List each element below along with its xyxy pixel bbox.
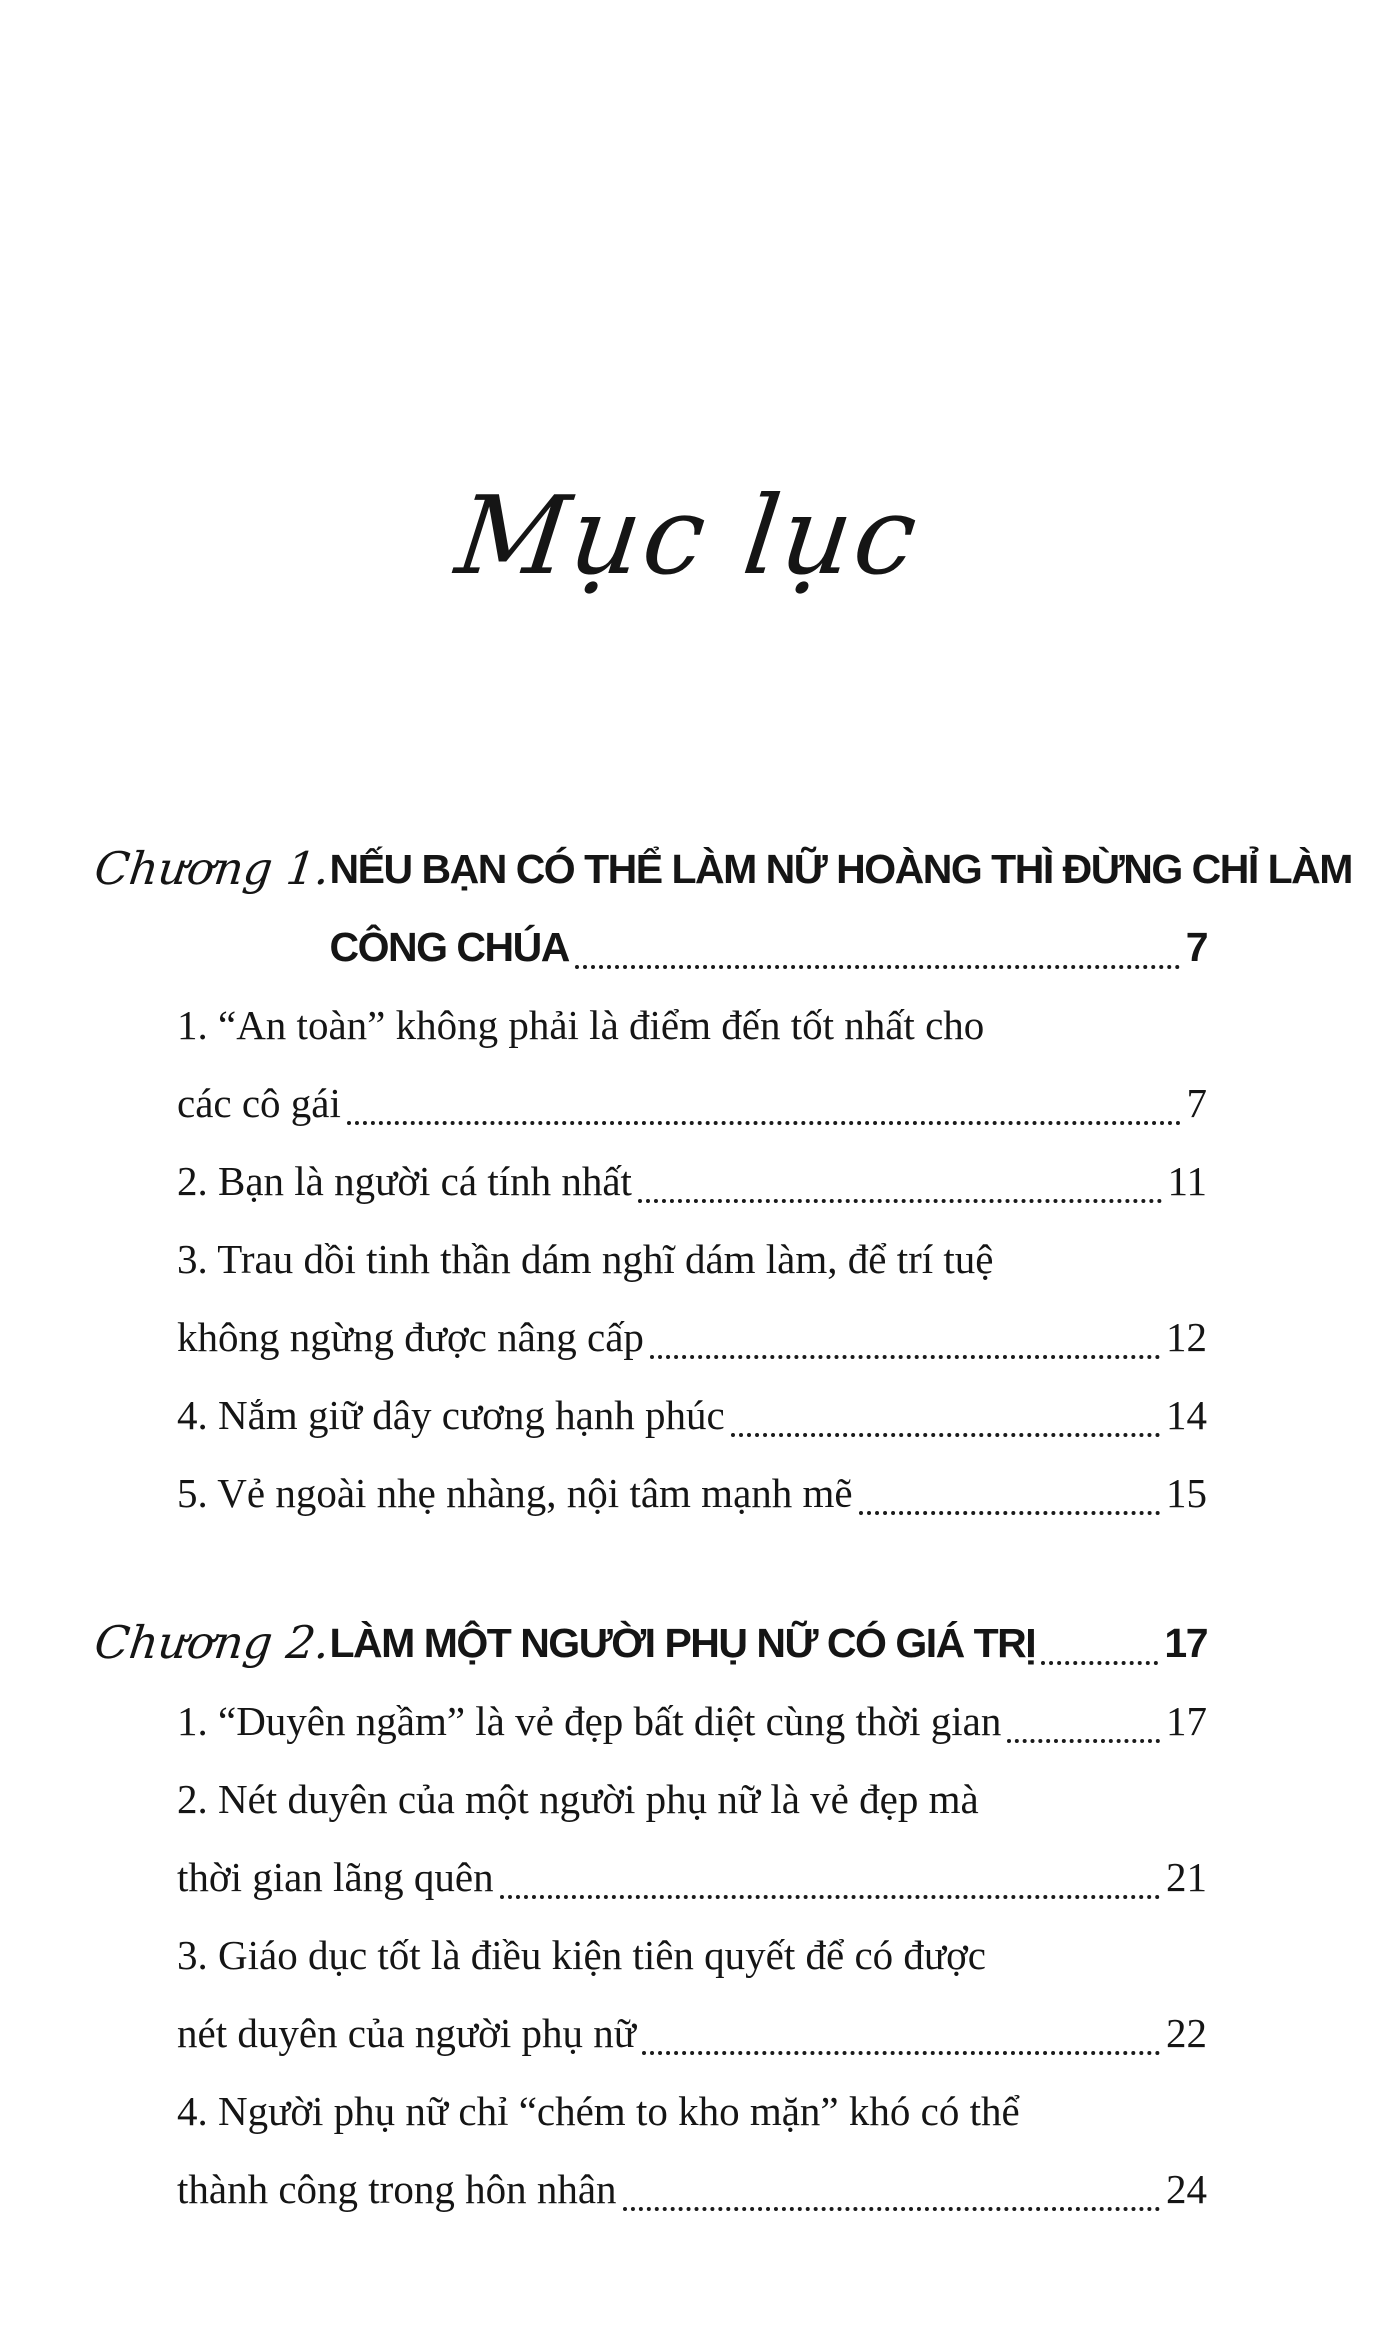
dot-leader — [1007, 1739, 1160, 1743]
chapter-2-label: Chương 2. — [91, 1616, 333, 1669]
toc-item-line: 4. Người phụ nữ chỉ “chém to kho mặn” khó có thể — [177, 2088, 1020, 2134]
toc-item-row — [177, 1376, 1207, 1454]
page-number: 24 — [1166, 2166, 1207, 2212]
chapter-2-title-line1: LÀM MỘT NGƯỜI PHỤ NỮ CÓ GIÁ TRỊ — [329, 1620, 1036, 1666]
toc-item-line: thời gian lãng quên — [177, 1854, 494, 1900]
toc-item — [177, 1220, 1207, 1376]
toc-item — [177, 1142, 1207, 1220]
toc-item-row — [177, 1142, 1207, 1220]
page-number: 22 — [1166, 2010, 1207, 2056]
dot-leader — [500, 1895, 1160, 1899]
toc-item — [177, 1916, 1207, 2072]
chapter-1-page-number: 7 — [1185, 924, 1207, 970]
dot-leader — [731, 1433, 1160, 1437]
page-number: 21 — [1166, 1854, 1207, 1900]
chapter-2-heading — [91, 1604, 1207, 1682]
chapter-1-label: Chương 1. — [91, 842, 333, 895]
toc-item — [177, 986, 1207, 1142]
toc-item-line: các cô gái — [177, 1080, 341, 1126]
toc-item-row — [177, 1838, 1207, 1916]
dot-leader — [650, 1355, 1160, 1359]
toc-item-line: 2. Nét duyên của một người phụ nữ là vẻ đẹp mà — [177, 1776, 979, 1822]
toc-item-line: nét duyên của người phụ nữ — [177, 2010, 636, 2056]
chapter-2-title — [330, 1604, 1207, 1682]
page-number: 17 — [1166, 1698, 1207, 1744]
page-number: 15 — [1166, 1470, 1207, 1516]
toc-item — [177, 1376, 1207, 1454]
toc-item-line: 3. Trau dồi tinh thần dám nghĩ dám làm, để trí tuệ — [177, 1236, 994, 1282]
chapter-1 — [91, 830, 1352, 1532]
toc-item — [177, 1682, 1207, 1760]
chapter-1-title-line2-row — [330, 908, 1207, 986]
toc-item-row — [177, 1994, 1207, 2072]
toc-item-line: thành công trong hôn nhân — [177, 2166, 617, 2212]
toc-item — [177, 1760, 1207, 1916]
toc-item-line: 3. Giáo dục tốt là điều kiện tiên quyết để có được — [177, 1932, 987, 1978]
chapter-1-items — [95, 986, 1207, 1532]
page-number: 12 — [1166, 1314, 1207, 1360]
toc-item-row — [177, 1454, 1207, 1532]
toc-item — [177, 2072, 1207, 2228]
page-number: 11 — [1167, 1158, 1207, 1204]
chapter-2 — [91, 1604, 1207, 2228]
toc-item-row — [177, 1298, 1207, 1376]
dot-leader — [859, 1511, 1160, 1515]
toc-item-line: 1. “Duyên ngầm” là vẻ đẹp bất diệt cùng thời gian — [177, 1698, 1002, 1744]
toc-item-row — [177, 1064, 1207, 1142]
toc-item — [177, 1454, 1207, 1532]
toc-title: Mục lục — [450, 474, 926, 599]
toc-content — [91, 830, 1352, 2228]
toc-item-row — [177, 2150, 1207, 2228]
toc-item-line: không ngừng được nâng cấp — [177, 1314, 644, 1360]
dot-leader — [347, 1121, 1181, 1125]
dot-leader — [1041, 1661, 1158, 1665]
dot-leader — [623, 2207, 1160, 2211]
page-number: 7 — [1186, 1080, 1207, 1126]
dot-leader — [575, 965, 1180, 969]
chapter-2-title-row — [330, 1604, 1207, 1682]
chapter-1-title-line1: NẾU BẠN CÓ THỂ LÀM NỮ HOÀNG THÌ ĐỪNG CHỈ LÀM — [329, 846, 1352, 892]
dot-leader — [642, 2051, 1160, 2055]
toc-item-line: 5. Vẻ ngoài nhẹ nhàng, nội tâm mạnh mẽ — [177, 1470, 853, 1516]
chapter-1-title-line2: CÔNG CHÚA — [329, 924, 569, 970]
chapter-2-items — [95, 1682, 1207, 2228]
toc-item-row — [177, 1682, 1207, 1760]
chapter-1-heading — [91, 830, 1352, 986]
toc-item-line: 2. Bạn là người cá tính nhất — [177, 1158, 632, 1204]
chapter-2-page-number: 17 — [1164, 1620, 1207, 1666]
toc-item-line: 1. “An toàn” không phải là điểm đến tốt nhất cho — [177, 1002, 985, 1048]
toc-item-line: 4. Nắm giữ dây cương hạnh phúc — [177, 1392, 725, 1438]
dot-leader — [638, 1199, 1162, 1203]
chapter-1-title — [329, 830, 1352, 986]
page-number: 14 — [1166, 1392, 1207, 1438]
